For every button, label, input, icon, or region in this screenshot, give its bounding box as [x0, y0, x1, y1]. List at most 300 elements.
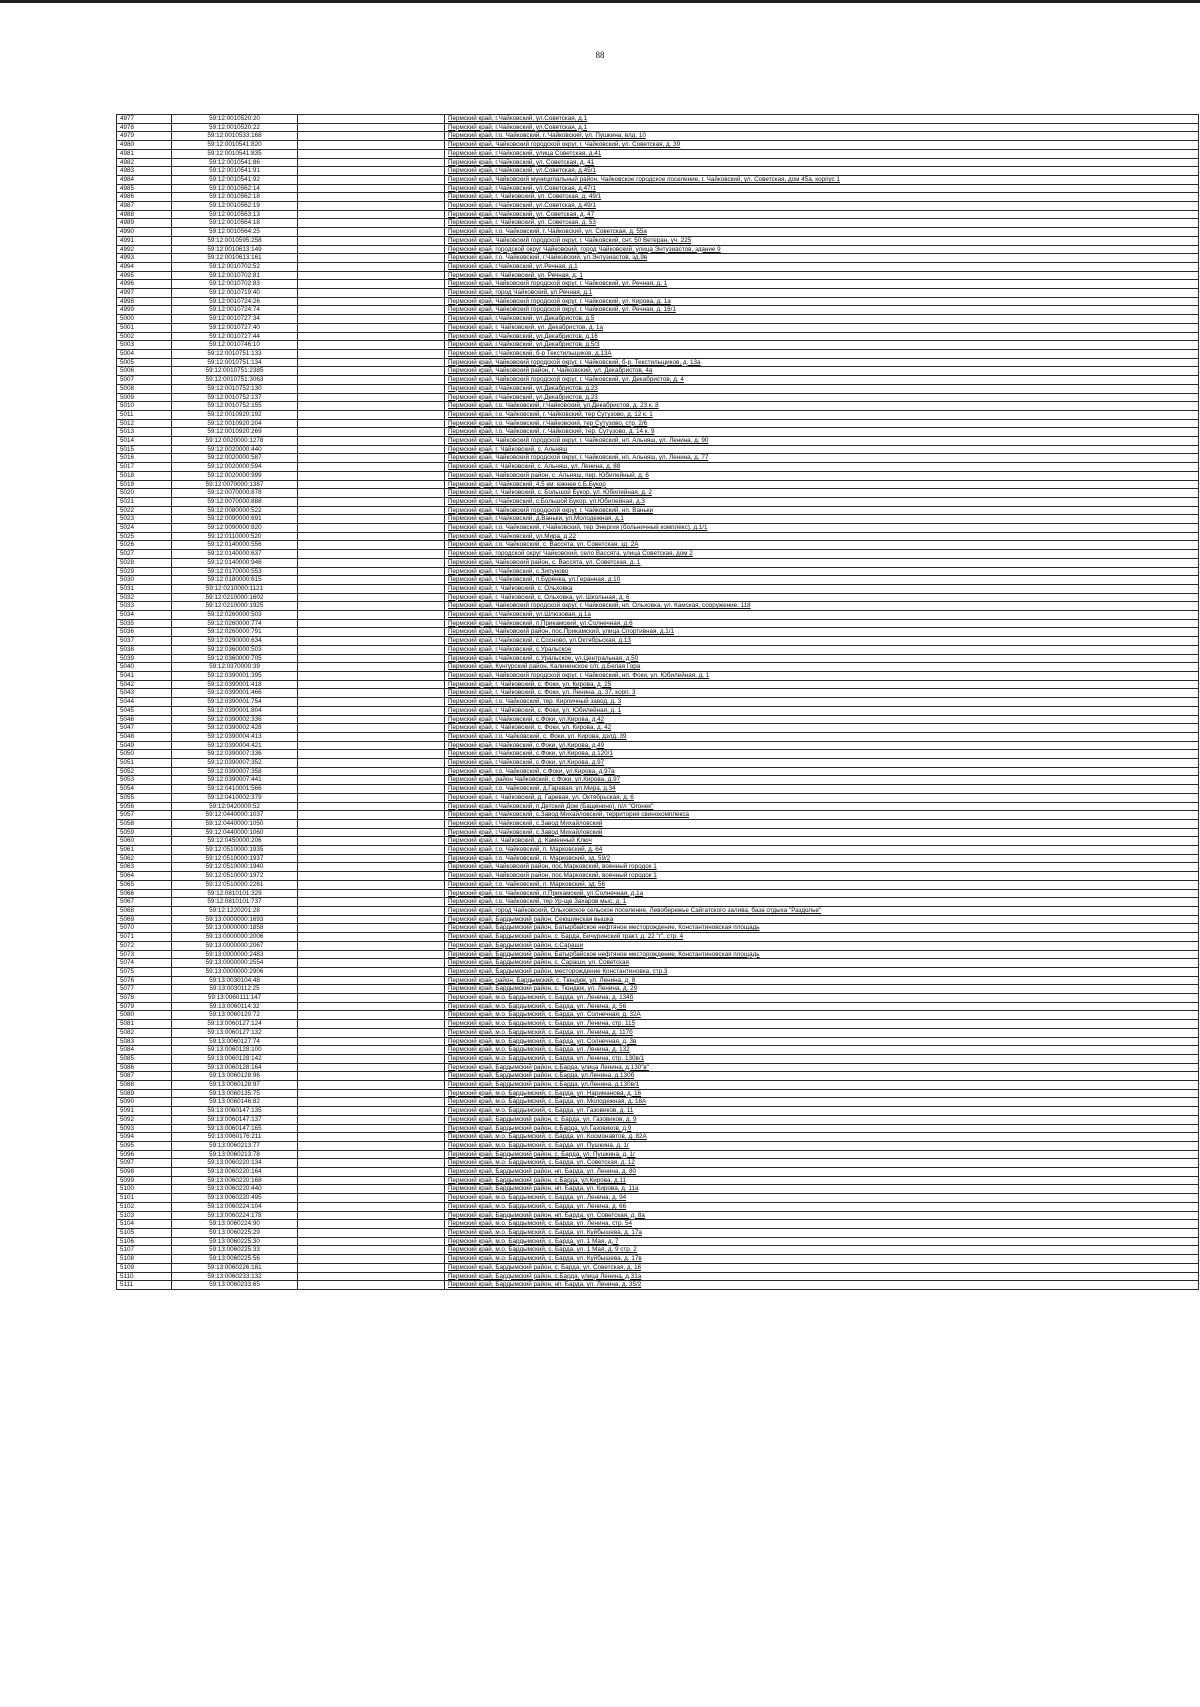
table-row [117, 1185, 1199, 1194]
row-number: 5110 [117, 1272, 172, 1281]
empty-cell [298, 628, 445, 637]
row-number: 5040 [117, 663, 172, 672]
cadastral-number: 59:12:0010751:133 [172, 349, 298, 358]
address: Пермский край, Чайковский район, пос.Марковский, военный городок 1 [445, 872, 1199, 881]
table-row [117, 576, 1199, 585]
address: Пермский край, г. Чайковский, с. Альняш, ул. Ленина, д. 88 [445, 463, 1199, 472]
address: Пермский край, м.о. Бардымский, с. Барда, ул. Солнечная, д. 32А [445, 1011, 1199, 1020]
address: Пермский край, г.Чайковский, ул.Советская, д.47/1 [445, 184, 1199, 193]
cadastral-number: 59:13:0060120:72 [172, 1011, 298, 1020]
cadastral-number: 59:12:0070000:878 [172, 489, 298, 498]
row-number: 5077 [117, 985, 172, 994]
table-row [117, 1246, 1199, 1255]
row-number: 5010 [117, 402, 172, 411]
address: Пермский край, г.Чайковский, ул.Советская, д.45/1 [445, 167, 1199, 176]
cadastral-number: 59:13:0060225:33 [172, 1246, 298, 1255]
cadastral-number: 59:12:0010724:74 [172, 306, 298, 315]
address: Пермский край, район Чайковский, с.Фоки, ул.Кирова, д.97 [445, 776, 1199, 785]
table-row [117, 750, 1199, 759]
empty-cell [298, 819, 445, 828]
empty-cell [298, 1063, 445, 1072]
empty-cell [298, 1202, 445, 1211]
table-row [117, 1002, 1199, 1011]
cadastral-number: 59:12:0390007:352 [172, 759, 298, 768]
cadastral-number: 59:13:0060176:211 [172, 1133, 298, 1142]
address: Пермский край, м.о. Бардымский, с. Барда, ул. Ленина, д. 134б [445, 994, 1199, 1003]
row-number: 4995 [117, 271, 172, 280]
address: Пермский край, г.о. Чайковский, г. Чайковский, тер. Сутузово, д. 14 к. 9 [445, 428, 1199, 437]
table-row [117, 854, 1199, 863]
row-number: 5047 [117, 724, 172, 733]
table-row [117, 672, 1199, 681]
row-number: 5108 [117, 1255, 172, 1264]
cadastral-number: 59:12:0010520:22 [172, 123, 298, 132]
address: Пермский край, г.Чайковский, с.Завод Михайловский, территория свинокомплекса [445, 811, 1199, 820]
row-number: 5090 [117, 1098, 172, 1107]
row-number: 4997 [117, 289, 172, 298]
cadastral-number: 59:12:0010727:34 [172, 315, 298, 324]
table-row [117, 837, 1199, 846]
address: Пермский край, Чайковский район, с. Альняш, пер. Юбилейный, д. 6 [445, 471, 1199, 480]
row-number: 5107 [117, 1246, 172, 1255]
empty-cell [298, 1263, 445, 1272]
empty-cell [298, 489, 445, 498]
row-number: 5029 [117, 567, 172, 576]
address: Пермский край, г. Чайковский, д. Каменный Ключ [445, 837, 1199, 846]
row-number: 5106 [117, 1237, 172, 1246]
cadastral-number: 59:12:0010541:835 [172, 149, 298, 158]
row-number: 5091 [117, 1107, 172, 1116]
table-row [117, 941, 1199, 950]
table-row [117, 785, 1199, 794]
row-number: 4989 [117, 219, 172, 228]
empty-cell [298, 967, 445, 976]
cadastral-number: 59:12:0510000:1972 [172, 872, 298, 881]
row-number: 5021 [117, 497, 172, 506]
row-number: 4984 [117, 175, 172, 184]
address: Пермский край, г.Чайковский, ул.Шлюзовая, д.1а [445, 611, 1199, 620]
row-number: 5025 [117, 532, 172, 541]
address: Пермский край, г. Чайковский, с. Ольховка, ул. Школьная, д. 6 [445, 593, 1199, 602]
cadastral-number: 59:13:0060128:100 [172, 1046, 298, 1055]
empty-cell [298, 837, 445, 846]
table-row [117, 933, 1199, 942]
cadastral-number: 59:13:0060146:82 [172, 1098, 298, 1107]
table-row [117, 689, 1199, 698]
row-number: 4992 [117, 245, 172, 254]
row-number: 5074 [117, 959, 172, 968]
cadastral-number: 59:12:0390004:413 [172, 732, 298, 741]
address: Пермский край, г. Чайковский, ул. Советская, д. 53 [445, 219, 1199, 228]
table-row [117, 1176, 1199, 1185]
table-row [117, 306, 1199, 315]
address: Пермский край, м.о. Бардымский, с. Барда, ул. Молодежная, д. 18А [445, 1098, 1199, 1107]
address: Пермский край, г.Чайковский, п.Буренка, ул.Геранная, д.10 [445, 576, 1199, 585]
empty-cell [298, 637, 445, 646]
table-row [117, 1272, 1199, 1281]
table-row [117, 184, 1199, 193]
table-row [117, 1159, 1199, 1168]
address: Пермский край, м.о. Бардымский, с. Барда, ул. Ленина, стр. 54 [445, 1220, 1199, 1229]
cadastral-number: 59:13:0060147:165 [172, 1124, 298, 1133]
row-number: 5109 [117, 1263, 172, 1272]
cadastral-number: 59:13:0060127:74 [172, 1037, 298, 1046]
address: Пермский край, г.Чайковский, ул.Советская, д.49/1 [445, 202, 1199, 211]
empty-cell [298, 149, 445, 158]
empty-cell [298, 454, 445, 463]
cadastral-number: 59:13:0060135:75 [172, 1089, 298, 1098]
table-row [117, 1255, 1199, 1264]
page-number: 88 [595, 50, 605, 60]
empty-cell [298, 1176, 445, 1185]
table-row [117, 1054, 1199, 1063]
cadastral-number: 59:12:0010613:149 [172, 245, 298, 254]
cadastral-number: 59:13:0060225:30 [172, 1237, 298, 1246]
cadastral-number: 59:12:0020000:587 [172, 454, 298, 463]
table-row [117, 793, 1199, 802]
empty-cell [298, 289, 445, 298]
table-row [117, 1168, 1199, 1177]
row-number: 4996 [117, 280, 172, 289]
row-number: 5084 [117, 1046, 172, 1055]
empty-cell [298, 497, 445, 506]
address: Пермский край, г.о. Чайковский, п. Марковский, д. 64 [445, 846, 1199, 855]
address: Пермский край, м.о. Бардымский, с. Барда, ул. Ленина, д. 66 [445, 1202, 1199, 1211]
row-number: 5011 [117, 410, 172, 419]
address: Пермский край, г.Чайковский, ул.Декабристов, д.5 [445, 315, 1199, 324]
row-number: 5061 [117, 846, 172, 855]
address: Пермский край, м.о. Бардымский, с. Барда, ул. Ленина, д. 94 [445, 1194, 1199, 1203]
address: Пермский край, м.о. Бардымский, с. Барда, ул. Ленина, стр. 115 [445, 1020, 1199, 1029]
empty-cell [298, 167, 445, 176]
address: Пермский край, г. Чайковский, с. Фоки, ул. Кирова, д. 42 [445, 724, 1199, 733]
row-number: 5099 [117, 1176, 172, 1185]
address: Пермский край, г. Чайковский, с. Большой Букор, ул. Юбилейная, д. 2 [445, 489, 1199, 498]
table-row [117, 410, 1199, 419]
table-row [117, 515, 1199, 524]
cadastral-number: 59:12:0010564:18 [172, 219, 298, 228]
cadastral-number: 59:13:0000000:1693 [172, 915, 298, 924]
empty-cell [298, 715, 445, 724]
table-row [117, 1211, 1199, 1220]
cadastral-number: 59:12:0440000:1037 [172, 811, 298, 820]
row-number: 5097 [117, 1159, 172, 1168]
address: Пермский край, м.о. Бардымский, с. Барда, ул. Ленина, д. 56 [445, 1002, 1199, 1011]
row-number: 4979 [117, 132, 172, 141]
row-number: 5103 [117, 1211, 172, 1220]
cadastral-number: 59:12:0390002:428 [172, 724, 298, 733]
cadastral-number: 59:12:0210000:1121 [172, 584, 298, 593]
address: Пермский край, г.о. Чайковский, с. Фоки, ул. Кирова, дзлд. 39 [445, 732, 1199, 741]
cadastral-number: 59:13:0060128:164 [172, 1063, 298, 1072]
row-number: 4994 [117, 262, 172, 271]
cadastral-number: 59:12:0010702:81 [172, 271, 298, 280]
address: Пермский край, Чайковский район, г. Чайковский, ул. Декабристов, 4а [445, 367, 1199, 376]
row-number: 5062 [117, 854, 172, 863]
table-row [117, 550, 1199, 559]
address: Пермский край, город Чайковский, ул.Речная, д.1 [445, 289, 1199, 298]
address: Пермский край, г.о. Чайковский, п. Марковский, зд. 56 [445, 880, 1199, 889]
row-number: 4982 [117, 158, 172, 167]
empty-cell [298, 1002, 445, 1011]
row-number: 5067 [117, 898, 172, 907]
address: Пермский край, Чайковский городской округ, г. Чайковский, нп. Фоки, ул. Юбилейная, д. 1 [445, 672, 1199, 681]
cadastral-number: 59:12:0440000:1050 [172, 819, 298, 828]
table-row [117, 967, 1199, 976]
empty-cell [298, 210, 445, 219]
empty-cell [298, 349, 445, 358]
table-row [117, 732, 1199, 741]
row-number: 5043 [117, 689, 172, 698]
cadastral-number: 59:12:0390001:418 [172, 680, 298, 689]
row-number: 4993 [117, 254, 172, 263]
cadastral-number: 59:12:0390004:421 [172, 741, 298, 750]
cadastral-number: 59:13:0060233:65 [172, 1281, 298, 1290]
cadastral-number: 59:12:0010752:130 [172, 384, 298, 393]
cadastral-number: 59:13:0060225:29 [172, 1229, 298, 1238]
table-row [117, 1141, 1199, 1150]
address: Пермский край, г. Чайковский, ул. Декабристов, д. 1а [445, 323, 1199, 332]
row-number: 5014 [117, 437, 172, 446]
row-number: 5070 [117, 924, 172, 933]
table-row [117, 123, 1199, 132]
empty-cell [298, 332, 445, 341]
cadastral-number: 59:12:0010751:2385 [172, 367, 298, 376]
cadastral-number: 59:12:0010562:18 [172, 193, 298, 202]
table-row [117, 332, 1199, 341]
row-number: 5066 [117, 889, 172, 898]
row-number: 5073 [117, 950, 172, 959]
address: Пермский край, г.Чайковский, ул.Мира, д.22 [445, 532, 1199, 541]
address: Пермский край, Бардымский район, нп. Барда, ул. Советская, д. 8а [445, 1211, 1199, 1220]
row-number: 5001 [117, 323, 172, 332]
row-number: 5055 [117, 793, 172, 802]
table-row [117, 637, 1199, 646]
table-row [117, 654, 1199, 663]
cadastral-number: 59:12:0070000:888 [172, 497, 298, 506]
empty-cell [298, 524, 445, 533]
address: Пермский край, Чайковский городской округ, г. Чайковский, ул. Речная, д. 16/1 [445, 306, 1199, 315]
empty-cell [298, 445, 445, 454]
address: Пермский край, г. Чайковский, с. Фоки, ул. Ленина, д. 37, корп. 3 [445, 689, 1199, 698]
row-number: 5086 [117, 1063, 172, 1072]
cadastral-number: 59:13:0060147:137 [172, 1115, 298, 1124]
cadastral-number: 59:13:0000000:1858 [172, 924, 298, 933]
empty-cell [298, 1185, 445, 1194]
empty-cell [298, 1159, 445, 1168]
address: Пермский край, Чайковский городской округ, г. Чайковский, нп. Альняш, ул. Ленина, д. 90 [445, 437, 1199, 446]
table-row [117, 1202, 1199, 1211]
row-number: 5017 [117, 463, 172, 472]
table-row [117, 976, 1199, 985]
address: Пермский край, г.Чайковский, ул.Декабристов, д.16 [445, 332, 1199, 341]
empty-cell [298, 219, 445, 228]
cadastral-number: 59:12:0510000:1935 [172, 846, 298, 855]
empty-cell [298, 1054, 445, 1063]
table-row [117, 524, 1199, 533]
cadastral-number: 59:12:0010562:14 [172, 184, 298, 193]
cadastral-number: 59:12:0810101:737 [172, 898, 298, 907]
cadastral-number: 59:13:0000000:2067 [172, 941, 298, 950]
table-row [117, 715, 1199, 724]
address: Пермский край, г.о. Чайковский, с.Фоки, ул.Кирова, д.97а [445, 767, 1199, 776]
empty-cell [298, 1115, 445, 1124]
empty-cell [298, 785, 445, 794]
table-row [117, 489, 1199, 498]
table-row [117, 680, 1199, 689]
table-row [117, 741, 1199, 750]
empty-cell [298, 741, 445, 750]
empty-cell [298, 1150, 445, 1159]
address: Пермский край, м.о. Бардымский, с. Барда, ул. Космонавтов, д. 82А [445, 1133, 1199, 1142]
empty-cell [298, 550, 445, 559]
cadastral-number: 59:12:0390002:336 [172, 715, 298, 724]
address: Пермский край, Бардымский район, нп. Барда, ул. Кирова, д. 11а [445, 1185, 1199, 1194]
address: Пермский край, г.Чайковский, ул. Советская, д. 41 [445, 158, 1199, 167]
table-row [117, 759, 1199, 768]
table-row [117, 558, 1199, 567]
cadastral-number: 59:12:0440000:1060 [172, 828, 298, 837]
cadastral-number: 59:12:0010563:13 [172, 210, 298, 219]
cadastral-number: 59:12:0010727:44 [172, 332, 298, 341]
empty-cell [298, 175, 445, 184]
address: Пермский край, район, Бардымский, с. Тюндюк, ул. Ленина, д. 8 [445, 976, 1199, 985]
address: Пермский край, г.Чайковский, п.Прикамский, ул.Солнечная, д.6 [445, 619, 1199, 628]
address: Пермский край, г.Чайковский, ул.Декабристов, д.5/3 [445, 341, 1199, 350]
table-row [117, 802, 1199, 811]
row-number: 5065 [117, 880, 172, 889]
empty-cell [298, 506, 445, 515]
empty-cell [298, 767, 445, 776]
empty-cell [298, 410, 445, 419]
empty-cell [298, 672, 445, 681]
address: Пермский край, Чайковский городской округ, г. Чайковский, снт. 50 Ветеран, уч. 225 [445, 236, 1199, 245]
empty-cell [298, 854, 445, 863]
address: Пермский край, Чайковский городской округ, г. Чайковский, ул. Речная, д. 1 [445, 280, 1199, 289]
table-row [117, 872, 1199, 881]
empty-cell [298, 184, 445, 193]
address: Пермский край, м.о. Бардымский, с. Барда, ул. Ленина, д. 132 [445, 1046, 1199, 1055]
address: Пермский край, Бардымский район, с.Барда, ул.Кирова, д.11 [445, 1176, 1199, 1185]
empty-cell [298, 976, 445, 985]
row-number: 5044 [117, 698, 172, 707]
address: Пермский край, Бардымский район, месторождение Константиновка, стр.3 [445, 967, 1199, 976]
address: Пермский край, Бардымский район, нп. Барда, ул. Ленина, д. 35/2 [445, 1281, 1199, 1290]
address: Пермский край, Чайковский городской округ, г. Чайковский, ул. Советская, д. 39 [445, 141, 1199, 150]
address: Пермский край, г.Чайковский, п.Детский Дом (Бащенино), п/л "Огонек" [445, 802, 1199, 811]
address: Пермский край, Бардымский район, с.Барда, улица Ленина, д.31а [445, 1272, 1199, 1281]
empty-cell [298, 1229, 445, 1238]
table-row [117, 959, 1199, 968]
table-row [117, 776, 1199, 785]
row-number: 5098 [117, 1168, 172, 1177]
cadastral-number: 59:13:0060224:90 [172, 1220, 298, 1229]
empty-cell [298, 1194, 445, 1203]
empty-cell [298, 950, 445, 959]
empty-cell [298, 123, 445, 132]
empty-cell [298, 706, 445, 715]
empty-cell [298, 889, 445, 898]
empty-cell [298, 228, 445, 237]
empty-cell [298, 611, 445, 620]
empty-cell [298, 915, 445, 924]
row-number: 5031 [117, 584, 172, 593]
row-number: 5006 [117, 367, 172, 376]
address: Пермский край, м.о. Бардымский, с. Барда, ул. Пушкина, д. 1г [445, 1141, 1199, 1150]
empty-cell [298, 1133, 445, 1142]
empty-cell [298, 1098, 445, 1107]
row-number: 5052 [117, 767, 172, 776]
row-number: 5102 [117, 1202, 172, 1211]
cadastral-number: 59:12:0510000:2261 [172, 880, 298, 889]
cadastral-number: 59:13:0000000:2906 [172, 967, 298, 976]
address: Пермский край, городской округ Чайковский, село Вассята, улица Советская, дом 2 [445, 550, 1199, 559]
table-row [117, 315, 1199, 324]
empty-cell [298, 602, 445, 611]
empty-cell [298, 584, 445, 593]
address: Пермский край, г.Чайковский, ул.Речная, д.1 [445, 262, 1199, 271]
address: Пермский край, Бардымский район, Батырбайское нефтяное месторождение, Константиновская площадь [445, 950, 1199, 959]
table-row [117, 915, 1199, 924]
table-row [117, 1115, 1199, 1124]
table-row [117, 367, 1199, 376]
empty-cell [298, 254, 445, 263]
empty-cell [298, 906, 445, 915]
address: Пермский край, Чайковский район, пос.Марковский, военный городок 1 [445, 863, 1199, 872]
table-row [117, 828, 1199, 837]
cadastral-number: 59:13:0000000:2483 [172, 950, 298, 959]
table-row [117, 1028, 1199, 1037]
row-number: 5058 [117, 819, 172, 828]
address: Пермский край, г.Чайковский, с.Фоки, ул.Кирова, д.97 [445, 759, 1199, 768]
empty-cell [298, 245, 445, 254]
table-row [117, 819, 1199, 828]
address: Пермский край, м.о. Бардымский, с. Барда, ул. Нариманова, д. 16 [445, 1089, 1199, 1098]
table-row [117, 323, 1199, 332]
empty-cell [298, 863, 445, 872]
row-number: 4990 [117, 228, 172, 237]
table-row [117, 698, 1199, 707]
row-number: 5069 [117, 915, 172, 924]
table-row [117, 1089, 1199, 1098]
cadastral-number: 59:12:0020000:1278 [172, 437, 298, 446]
cadastral-number: 59:13:0060224:104 [172, 1202, 298, 1211]
table-row [117, 1150, 1199, 1159]
row-number: 5030 [117, 576, 172, 585]
cadastral-number: 59:13:0000000:2554 [172, 959, 298, 968]
address: Пермский край, г.о. Чайковский, тер Ур-ще Захаров мыс, д. 1 [445, 898, 1199, 907]
table-row [117, 924, 1199, 933]
empty-cell [298, 1037, 445, 1046]
cadastral-number: 59:12:0810101:329 [172, 889, 298, 898]
empty-cell [298, 645, 445, 654]
row-number: 5083 [117, 1037, 172, 1046]
table-row [117, 767, 1199, 776]
cadastral-number: 59:12:0020000:594 [172, 463, 298, 472]
cadastral-number: 59:12:0010564:25 [172, 228, 298, 237]
cadastral-number: 59:12:0010920:192 [172, 410, 298, 419]
cadastral-number: 59:12:0360000:705 [172, 654, 298, 663]
empty-cell [298, 323, 445, 332]
table-row [117, 245, 1199, 254]
cadastral-number: 59:13:0060128:142 [172, 1054, 298, 1063]
table-row [117, 158, 1199, 167]
table-row [117, 889, 1199, 898]
row-number: 5075 [117, 967, 172, 976]
address: Пермский край, Чайковский городской округ, г. Чайковский, б-р. Текстильщиков, д. 13а [445, 358, 1199, 367]
cadastral-number: 59:12:0390001:395 [172, 672, 298, 681]
table-row [117, 663, 1199, 672]
